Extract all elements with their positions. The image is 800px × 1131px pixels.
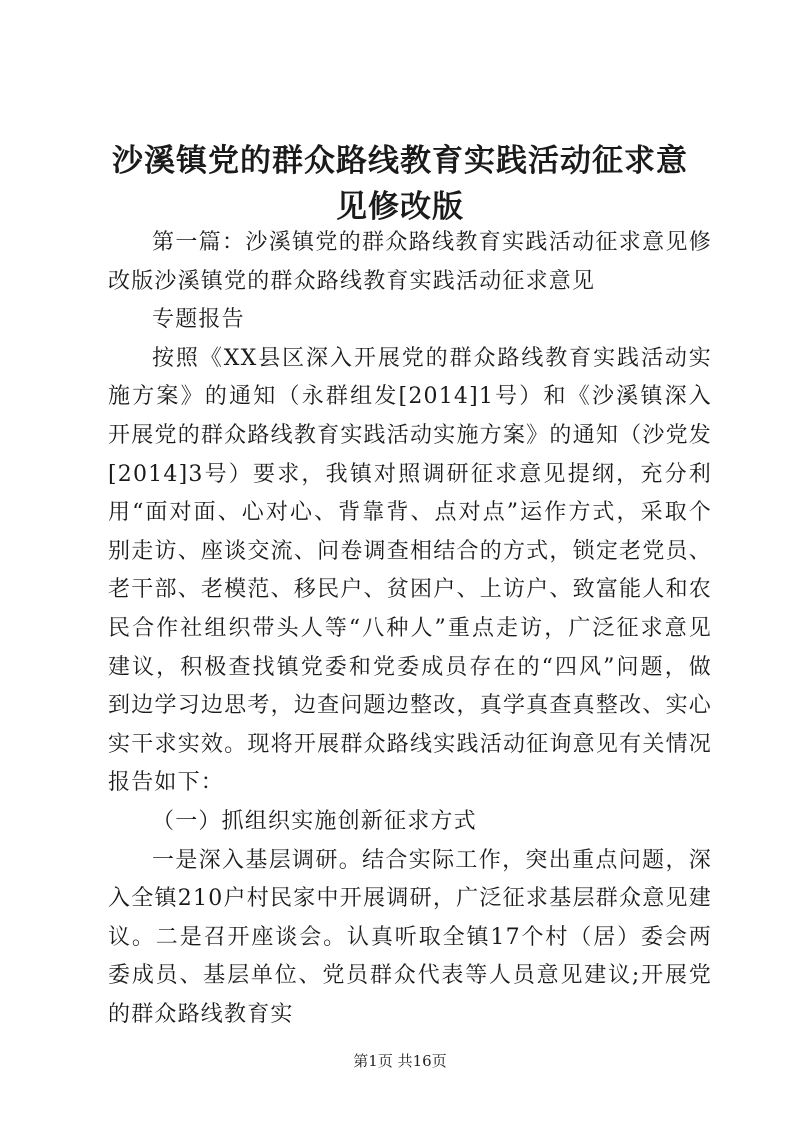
paragraph-main: 按照《XX县区深入开展党的群众路线教育实践活动实施方案》的通知（永群组发[2014]1号）和《沙溪镇深入开展党的群众路线教育实践活动实施方案》的通知（沙党发[2014]3号）要求，我镇对照调研征求意见提纲，充分利用“面对面、心对心、背靠背、点对点”运作方式，采取个别走访、座谈交流、问卷调查相结合的方式，锁定老党员、老干部、老模范、移民户、贫困户、上访户、致富能人和农民合作社组织带头人等“八种人”重点走访，广泛征求意见建议，积极查找镇党委和党委成员存在的“四风”问题，做到边学习边思考，边查问题边整改，真学真查真整改、实心实干求实效。现将开展群众路线实践活动征询意见有关情况报告如下： bbox=[108, 345, 712, 796]
paragraph-section-1: 一是深入基层调研。结合实际工作，突出重点问题，深入全镇210户村民家中开展调研，广泛征求基层群众意见建议。二是召开座谈会。认真听取全镇17个村（居）委会两委成员、基层单位、党员群众代表等人员意见建议;开展党的群众路线教育实 bbox=[108, 847, 712, 1027]
paragraph-intro: 第一篇：沙溪镇党的群众路线教育实践活动征求意见修改版沙溪镇党的群众路线教育实践活动征求意见 bbox=[108, 230, 712, 294]
paragraph-report-label: 专题报告 bbox=[152, 307, 245, 333]
document-title: 沙溪镇党的群众路线教育实践活动征求意见修改版 bbox=[112, 143, 688, 225]
section-heading-1: （一）抓组织实施创新征求方式 bbox=[152, 808, 477, 834]
document-body bbox=[108, 224, 712, 1034]
page-footer: 第1页 共16页 bbox=[353, 1052, 447, 1070]
